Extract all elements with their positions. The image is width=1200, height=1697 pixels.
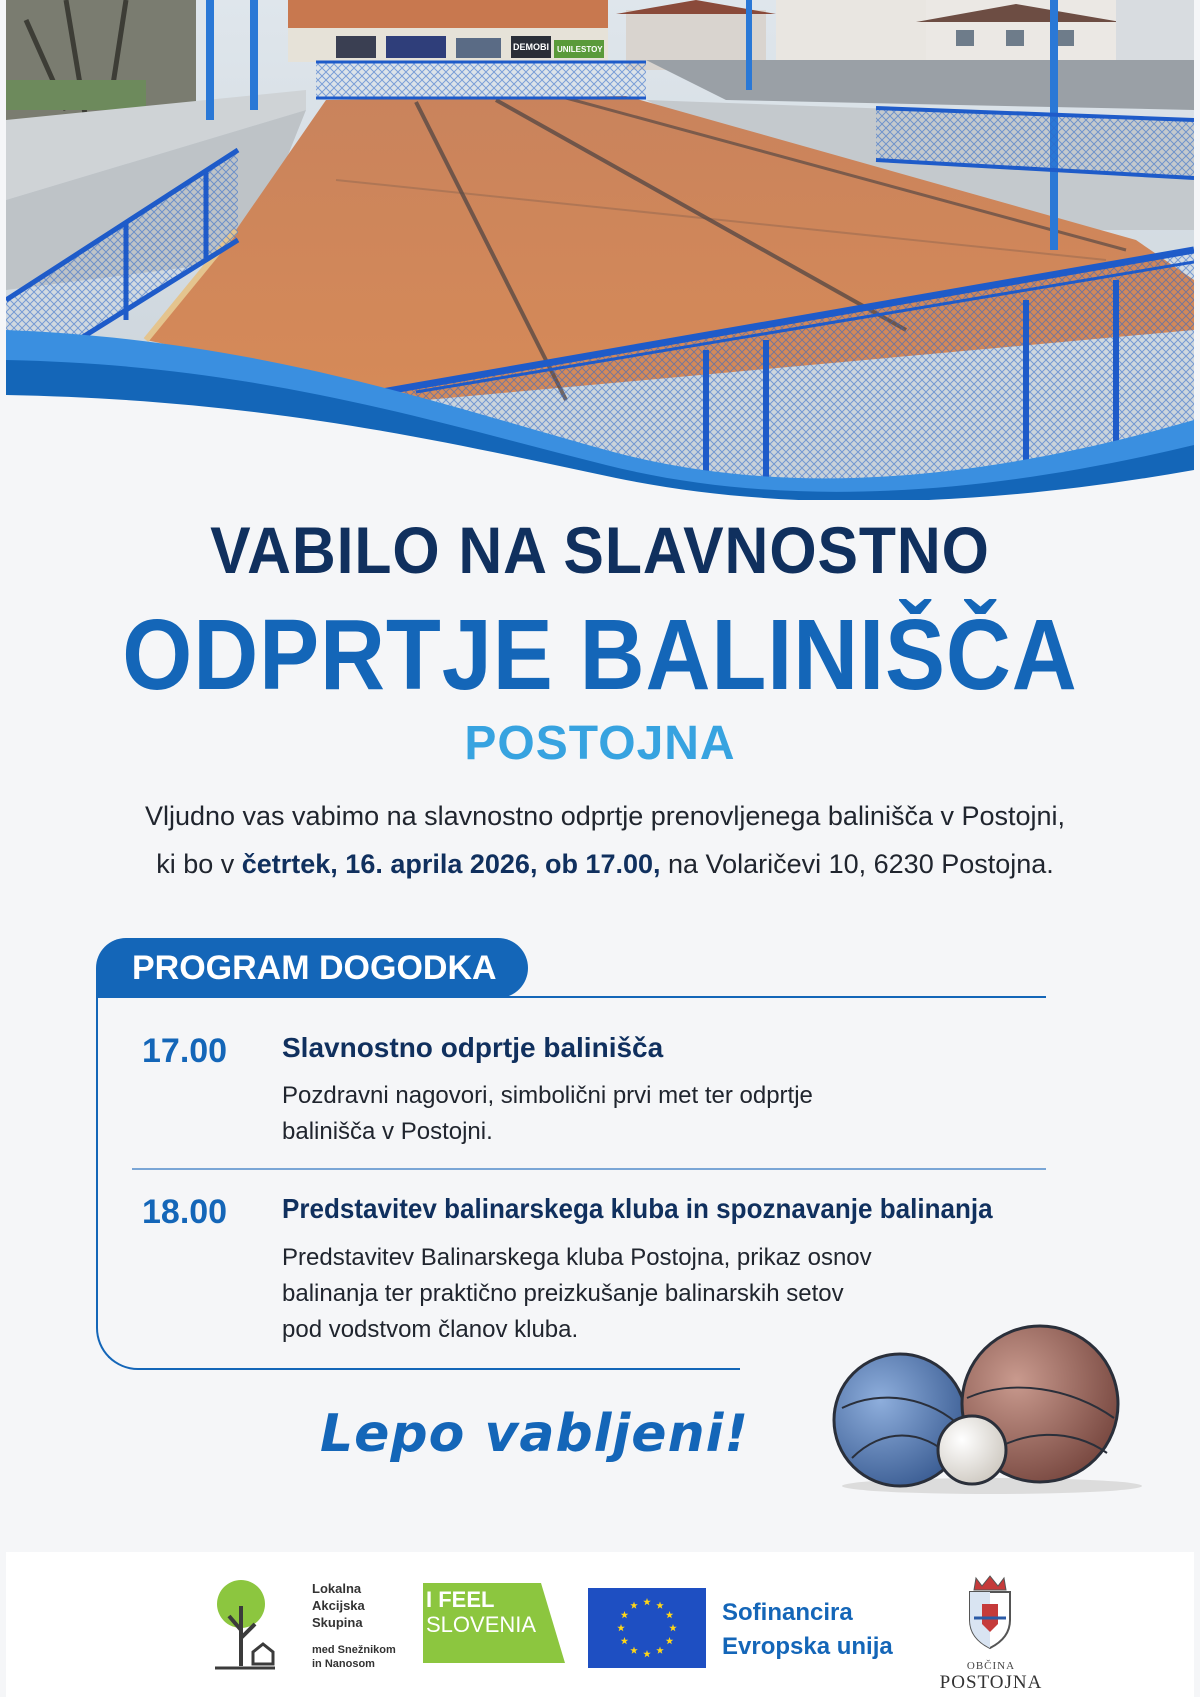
ifeel-line2: SLOVENIA [426, 1612, 537, 1637]
program-divider [132, 1168, 1046, 1170]
hero-photo-bocce-court [6, 0, 1194, 500]
coat-of-arms-icon [962, 1574, 1018, 1650]
program-desc-1 [282, 1078, 813, 1150]
municipality-label: OBČINA [966, 1660, 1016, 1672]
municipality-name: POSTOJNA [939, 1672, 1043, 1693]
title-location: POSTOJNA [464, 717, 736, 770]
ifeel-line1: I FEEL [426, 1587, 495, 1612]
title-main: ODPRTJE BALINIŠČA [122, 599, 1078, 711]
program-time-2: 18.00 [142, 1193, 228, 1231]
program-desc-1-line2: balinišča v Postojni. [282, 1118, 493, 1145]
program-desc-2-line1: Predstavitev Balinarskega kluba Postojna, prikaz osnov [282, 1244, 872, 1271]
sign-demobi: DEMOBI [513, 42, 549, 52]
program-desc-2 [282, 1240, 872, 1348]
event-date: četrtek, 16. aprila 2026, ob 17.00, [241, 849, 661, 879]
title-invitation: VABILO NA SLAVNOSTNO [210, 513, 990, 587]
program-title-2: Predstavitev balinarskega kluba in spoznavanje balinanja [282, 1193, 993, 1224]
sign-unilestoy: UNILESTOY [557, 45, 603, 54]
boules-icon [822, 1318, 1142, 1496]
lag-line2: Akcijska [312, 1598, 365, 1613]
eu-flag-icon [588, 1588, 706, 1668]
lag-line3: Skupina [312, 1615, 363, 1630]
lag-subtitle: med Snežnikom in Nanosom [312, 1644, 396, 1670]
tree-house-icon [205, 1576, 285, 1676]
intro-text [90, 792, 1120, 888]
lag-line1: Lokalna [312, 1581, 362, 1596]
program-time-1: 17.00 [142, 1032, 228, 1070]
lag-logo-text [312, 1580, 422, 1670]
program-desc-1-line1: Pozdravni nagovori, simbolični prvi met ter odprtje [282, 1082, 813, 1109]
program-desc-2-line3: pod vodstvom članov kluba. [282, 1316, 579, 1343]
intro-line1: Vljudno vas vabimo na slavnostno odprtje prenovljenega balinišča v Postojni, [144, 801, 1066, 831]
eu-cofinanced-text: Sofinancira Evropska unija [722, 1599, 893, 1660]
program-desc-2-line2: balinanja ter praktično preizkušanje balinarskih setov [282, 1280, 844, 1307]
program-heading: PROGRAM DOGODKA [96, 938, 528, 998]
intro-line2-start: ki bo v [156, 849, 242, 879]
program-title-1: Slavnostno odprtje balinišča [282, 1032, 664, 1063]
intro-line2-end: na Volaričevi 10, 6230 Postojna. [660, 849, 1054, 879]
closing-greeting: Lepo vabljeni! [320, 1404, 750, 1464]
